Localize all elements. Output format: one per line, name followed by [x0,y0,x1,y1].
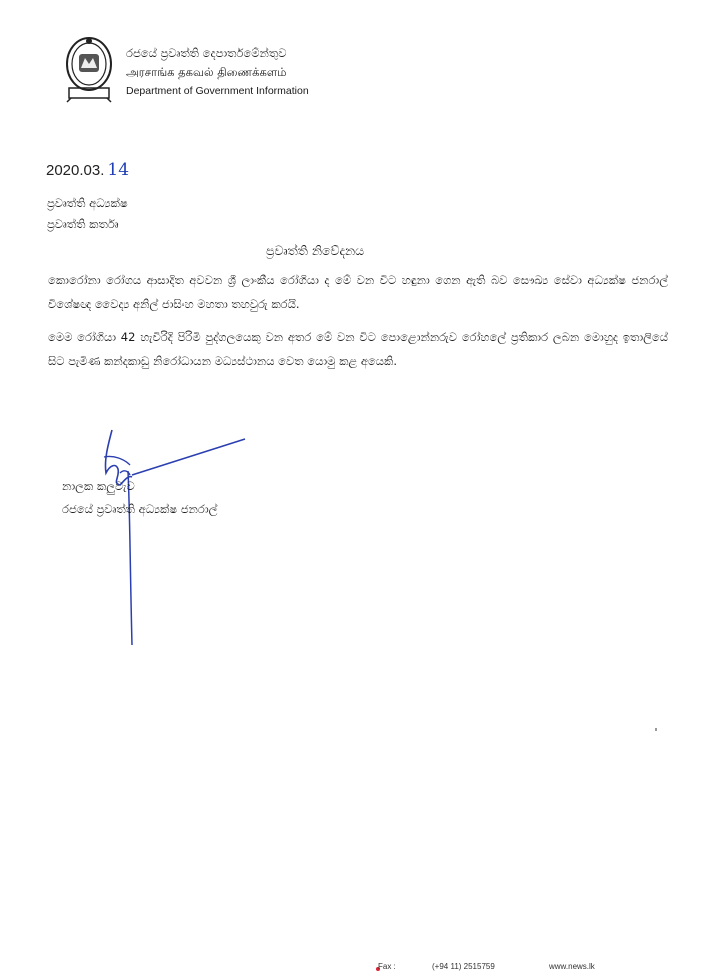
document-heading: ප්‍රවෘත්ති නිවේදනය [266,243,365,258]
addressee-line-2: ප්‍රවෘත්ති කර්තෘ [47,217,119,231]
paragraph-2: මෙම රෝගියා 42 හැවිරිදි පිරිමි පුද්ගලයෙකු වන අතර මේ වන විට පොළොන්නරුව රෝහලේ ප්‍රතිකාර ලබන මොහුද ඉතාලියේ සිට පැමිණ කන්දකාඩු නිරෝධායන මධ්‍යස්ථානය වෙත යොමු කළ අයෙකි. [48,330,668,368]
handwritten-signature [90,425,260,655]
addressee-block [47,193,128,235]
footer-fax-label: Fax : [378,962,396,971]
letterhead-english: Department of Government Information [126,85,309,97]
scan-speck [655,728,657,731]
letterhead-tamil: அரசாங்க தகவல் திணைக்களம் [126,65,287,79]
sri-lanka-emblem-icon [63,34,115,104]
footer-website: www.news.lk [549,962,595,971]
signatory-name: නාලක කලුවැව [62,479,135,493]
date-line [46,160,129,180]
date-printed: 2020.03. [46,162,105,179]
footer-phone: (+94 11) 2515759 [432,962,495,971]
signatory-block [62,475,217,521]
addressee-line-1: ප්‍රවෘත්ති අධ්‍යක්ෂ [47,196,128,210]
letterhead-sinhala: රජයේ ප්‍රවෘත්ති දෙපාර්තමේන්තුව [126,46,287,60]
signatory-title: රජයේ ප්‍රවෘත්ති අධ්‍යක්ෂ ජනරාල් [62,502,218,516]
date-handwritten-day: 14 [107,160,130,180]
letterhead [126,44,309,101]
paragraph-1: කොරෝනා රෝගය ආසාදිත අවවන ශ්‍රී ලාංකීය රෝගියා ද මේ වන විට හඳුනා ගෙන ඇති බව සෞඛ්‍ය සේවා අධ්‍යක්ෂ ජනරාල් විශේෂඥ වෛද්‍ය අනිල් ජාසිංහ මහතා තහවුරු කරයි. [48,273,668,311]
